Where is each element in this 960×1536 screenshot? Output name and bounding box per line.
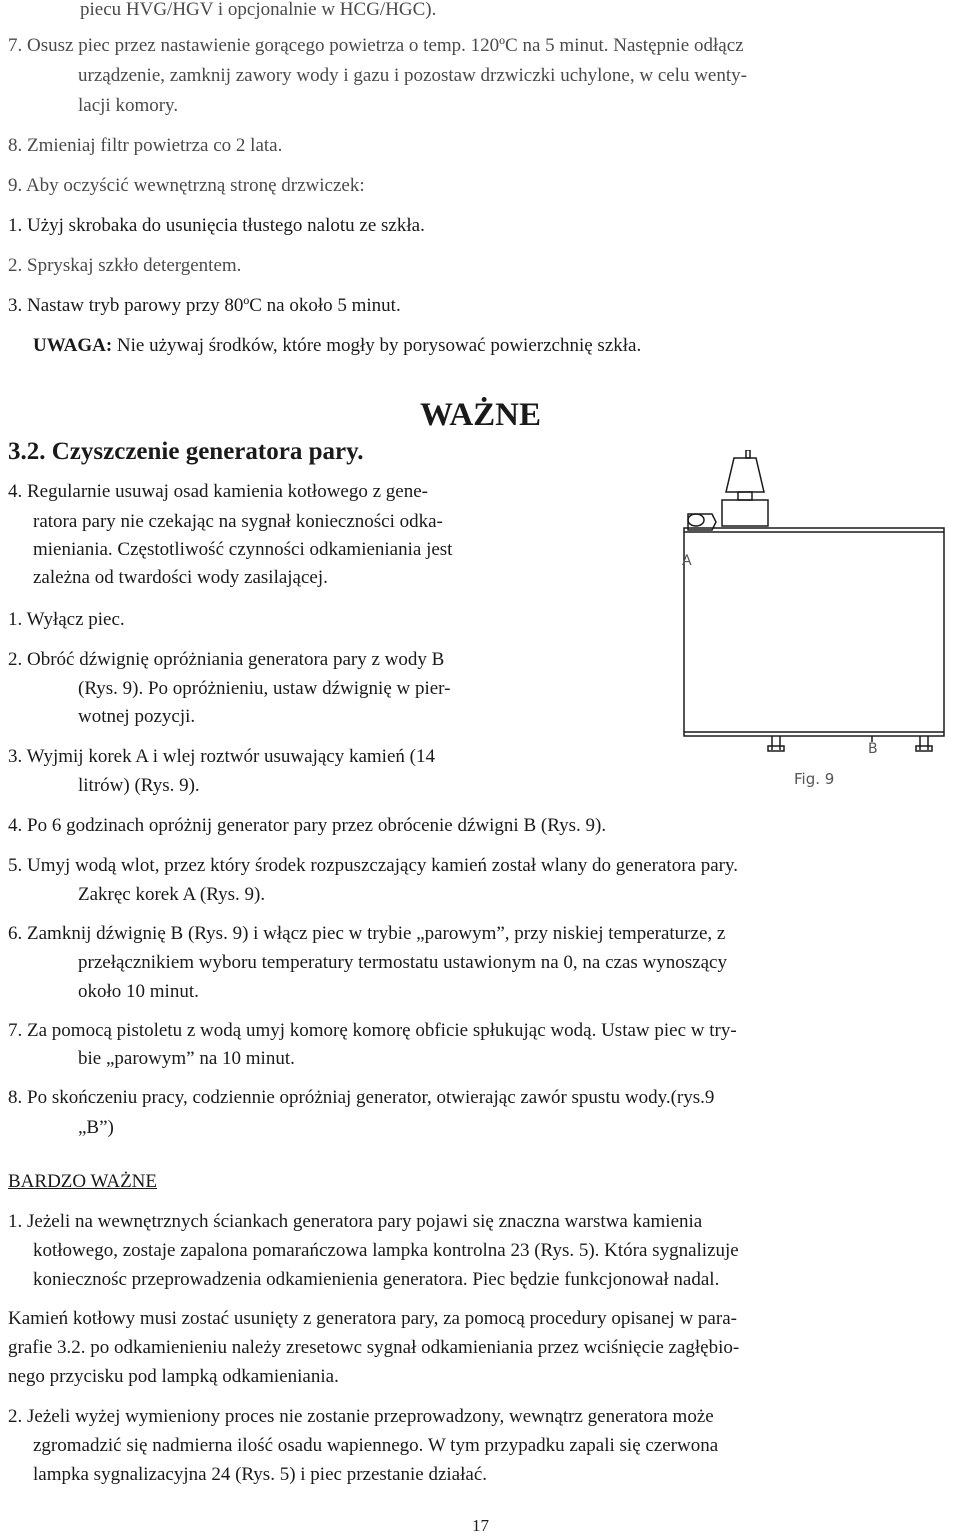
figure-caption: Fig. 9 bbox=[794, 770, 835, 788]
paragraph-4-cont: ratora pary nie czekając na sygnał konieczności odka- bbox=[33, 511, 443, 532]
step-5: 5. Umyj wodą wlot, przez który środek rozpuszczający kamień został wlany do generatora pary. bbox=[8, 855, 738, 876]
vent-hood bbox=[726, 458, 764, 492]
step-2: 2. Obróć dźwignię opróżniania generatora pary z wody B bbox=[8, 649, 445, 670]
oven-body bbox=[684, 528, 944, 736]
step-2-cont: wotnej pozycji. bbox=[78, 706, 196, 727]
warning-label: UWAGA: bbox=[33, 335, 113, 356]
sub-item-1: 1. Użyj skrobaka do usunięcia tłustego nalotu ze szkła. bbox=[8, 215, 425, 236]
page-number: 17 bbox=[472, 1516, 489, 1535]
important-heading: WAŻNE bbox=[420, 397, 542, 433]
section-title: 3.2. Czyszczenie generatora pary. bbox=[8, 438, 364, 465]
note-2-cont: lampka sygnalizacyjna 24 (Rys. 5) i piec przestanie działać. bbox=[33, 1464, 488, 1485]
paragraph-cont: nego przycisku pod lampką odkamieniania. bbox=[8, 1366, 339, 1387]
paragraph: Kamień kotłowy musi zostać usunięty z generatora pary, za pomocą procedury opisanej w para- bbox=[8, 1308, 737, 1329]
list-item-8: 8. Zmieniaj filtr powietrza co 2 lata. bbox=[8, 135, 283, 156]
oven-line-drawing bbox=[672, 450, 960, 792]
vent-box bbox=[722, 500, 768, 526]
step-2-cont: (Rys. 9). Po opróżnieniu, ustaw dźwignię w pier- bbox=[78, 678, 451, 699]
note-1-cont: kotłowego, zostaje zapalona pomarańczowa lampka kontrolna 23 (Rys. 5). Która sygnalizuje bbox=[33, 1240, 739, 1261]
paragraph-4-cont: zależna od twardości wody zasilającej. bbox=[33, 567, 328, 588]
warning-text: Nie używaj środków, które mogły by porysować powierzchnię szkła. bbox=[112, 335, 642, 356]
figure-9-diagram bbox=[672, 450, 960, 792]
sub-item-2: 2. Spryskaj szkło detergentem. bbox=[8, 255, 242, 276]
step-7-cont: bie „parowym” na 10 minut. bbox=[78, 1048, 295, 1069]
very-important-heading: BARDZO WAŻNE bbox=[8, 1171, 158, 1192]
sub-item-3: 3. Nastaw tryb parowy przy 80ºC na około 5 minut. bbox=[8, 295, 401, 316]
list-item-9: 9. Aby oczyścić wewnętrzną stronę drzwiczek: bbox=[8, 175, 365, 196]
note-2: 2. Jeżeli wyżej wymieniony proces nie zostanie przeprowadzony, wewnątrz generatora może bbox=[8, 1406, 714, 1427]
plug-a-icon bbox=[688, 514, 704, 526]
step-4: 4. Po 6 godzinach opróżnij generator pary przez obrócenie dźwigni B (Rys. 9). bbox=[8, 815, 607, 836]
note-1: 1. Jeżeli na wewnętrznych ściankach generatora pary pojawi się znaczna warstwa kamienia bbox=[8, 1211, 703, 1232]
note-2-cont: zgromadzić się nadmierna ilość osadu wapiennego. W tym przypadku zapali się czerwona bbox=[33, 1435, 719, 1456]
step-7: 7. Za pomocą pistoletu z wodą umyj komorę komorę obficie spłukując wodą. Ustaw piec w try- bbox=[8, 1020, 737, 1041]
warning-note bbox=[33, 334, 641, 358]
step-8-cont: „B”) bbox=[78, 1117, 114, 1138]
vent-cap bbox=[746, 450, 750, 458]
list-item-7: 7. Osusz piec przez nastawienie gorącego powietrza o temp. 120ºC na 5 minut. Następnie odłącz bbox=[8, 35, 744, 56]
text-line: piecu HVG/HGV i opcjonalnie w HCG/HGC). bbox=[80, 0, 437, 20]
list-item-7-cont: urządzenie, zamknij zawory wody i gazu i pozostaw drzwiczki uchylone, w celu wenty- bbox=[78, 65, 747, 86]
paragraph-4-cont: mieniania. Częstotliwość czynności odkamieniania jest bbox=[33, 539, 453, 560]
step-8: 8. Po skończeniu pracy, codziennie opróżniaj generator, otwierając zawór spustu wody.(rys.9 bbox=[8, 1087, 715, 1108]
label-b: B bbox=[868, 741, 878, 757]
label-a: A bbox=[682, 553, 692, 569]
paragraph-cont: grafie 3.2. po odkamienieniu należy zresetowc sygnał odkamieniania przez wciśnięcie zagłębio- bbox=[8, 1337, 740, 1358]
step-3: 3. Wyjmij korek A i wlej roztwór usuwający kamień (14 bbox=[8, 746, 435, 767]
step-6-cont: około 10 minut. bbox=[78, 981, 199, 1002]
list-item-7-cont: lacji komory. bbox=[78, 95, 179, 116]
note-1-cont: koniecznośc przeprowadzenia odkamienienia generatora. Piec będzie funkcjonował nadal. bbox=[33, 1269, 720, 1290]
paragraph-4: 4. Regularnie usuwaj osad kamienia kotłowego z gene- bbox=[8, 481, 428, 502]
oven-feet bbox=[768, 736, 932, 751]
step-5-cont: Zakręc korek A (Rys. 9). bbox=[78, 884, 266, 905]
step-6: 6. Zamknij dźwignię B (Rys. 9) i włącz piec w trybie „parowym”, przy niskiej temperaturze, z bbox=[8, 923, 726, 944]
step-3-cont: litrów) (Rys. 9). bbox=[78, 775, 200, 796]
step-6-cont: przełącznikiem wyboru temperatury termostatu ustawionym na 0, na czas wynoszący bbox=[78, 952, 727, 973]
step-1: 1. Wyłącz piec. bbox=[8, 609, 125, 630]
